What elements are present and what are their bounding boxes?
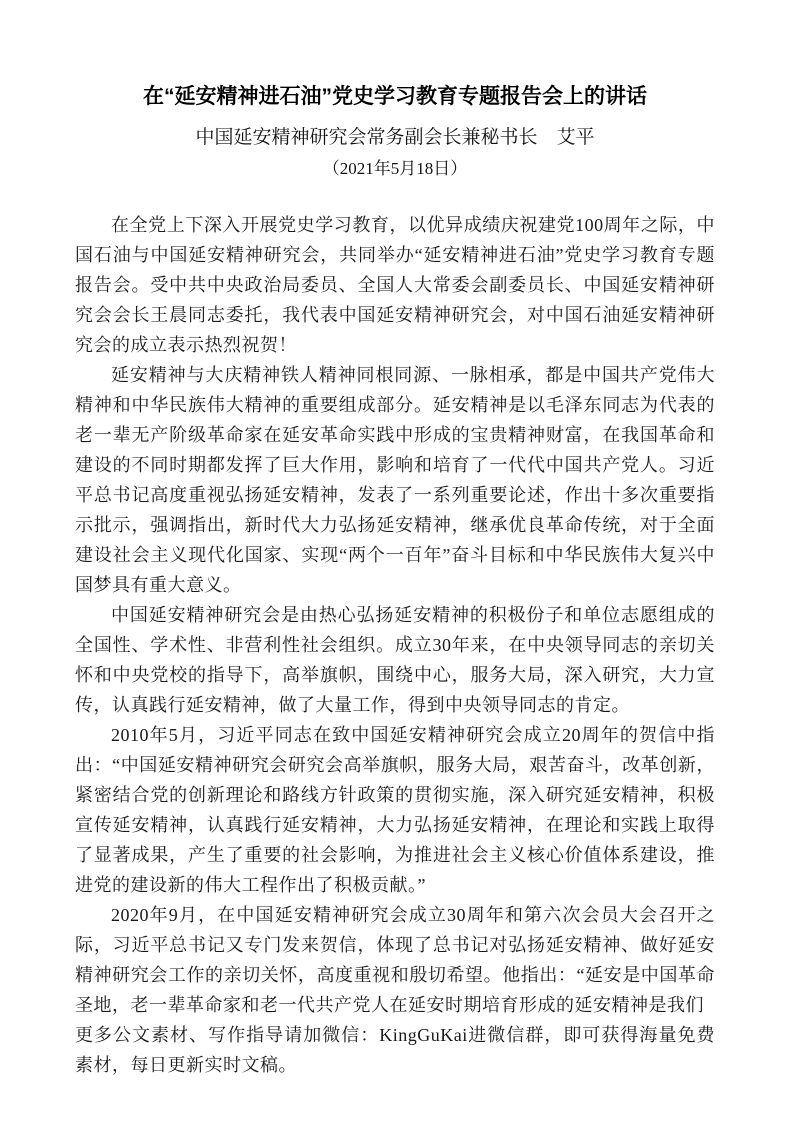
document-body (75, 210, 715, 1080)
author-line: 中国延安精神研究会常务副会长兼秘书长 艾平 (195, 127, 595, 148)
body-paragraph: 2020年9月，在中国延安精神研究会成立30周年和第六次会员大会召开之际，习近平总书记又专门发来贺信，体现了总书记对弘扬延安精神、做好延安精神研究会工作的亲切关怀，高度重视和殷切希望。他指出：“延安是中国革命圣地，老一辈革命家和老一代共产党人在延安时期培育形成的延安精神是我们 (75, 905, 715, 1015)
body-paragraph: 2010年5月，习近平同志在致中国延安精神研究会成立20周年的贺信中指出：“中国延安精神研究会研究会高举旗帜，服务大局，艰苦奋斗，改革创新，紧密结合党的创新理论和路线方针政策的贯彻实施，深入研究延安精神，积极宣传延安精神，认真践行延安精神，大力弘扬延安精神，在理论和实践上取得了显著成果，产生了重要的社会影响，为推进社会主义核心价值体系建设，推进党的建设新的伟大工程作出了积极贡献。” (75, 725, 715, 895)
body-paragraph: 中国延安精神研究会是由热心弘扬延安精神的积极份子和单位志愿组成的全国性、学术性、非营利性社会组织。成立30年来，在中央领导同志的亲切关怀和中央党校的指导下，高举旗帜，围绕中心，服务大局，深入研究，大力宣传，认真践行延安精神，做了大量工作，得到中央领导同志的肯定。 (75, 605, 715, 715)
body-paragraph: 延安精神与大庆精神铁人精神同根同源、一脉相承，都是中国共产党伟大精神和中华民族伟大精神的重要组成部分。延安精神是以毛泽东同志为代表的老一辈无产阶级革命家在延安革命实践中形成的宝贵精神财富，在我国革命和建设的不同时期都发挥了巨大作用，影响和培育了一代代中国共产党人。习近平总书记高度重视弘扬延安精神，发表了一系列重要论述，作出十多次重要指示批示，强调指出，新时代大力弘扬延安精神，继承优良革命传统，对于全面建设社会主义现代化国家、实现“两个一百年”奋斗目标和中华民族伟大复兴中国梦具有重大意义。 (75, 365, 715, 595)
date-line: （2021年5月18日） (322, 159, 468, 178)
body-paragraph: 在全党上下深入开展党史学习教育，以优异成绩庆祝建党100周年之际，中国石油与中国延安精神研究会，共同举办“延安精神进石油”党史学习教育专题报告会。受中共中央政治局委员、全国人大常委会副委员长、中国延安精神研究会会长王晨同志委托，我代表中国延安精神研究会，对中国石油延安精神研究会的成立表示热烈祝贺！ (75, 215, 715, 355)
document-title: 在“延安精神进石油”党史学习教育专题报告会上的讲话 (143, 85, 647, 108)
promo-note: 更多公文素材、写作指导请加微信：KingGuKai进微信群，即可获得海量免费素材，每日更新实时文稿。 (75, 1025, 715, 1075)
